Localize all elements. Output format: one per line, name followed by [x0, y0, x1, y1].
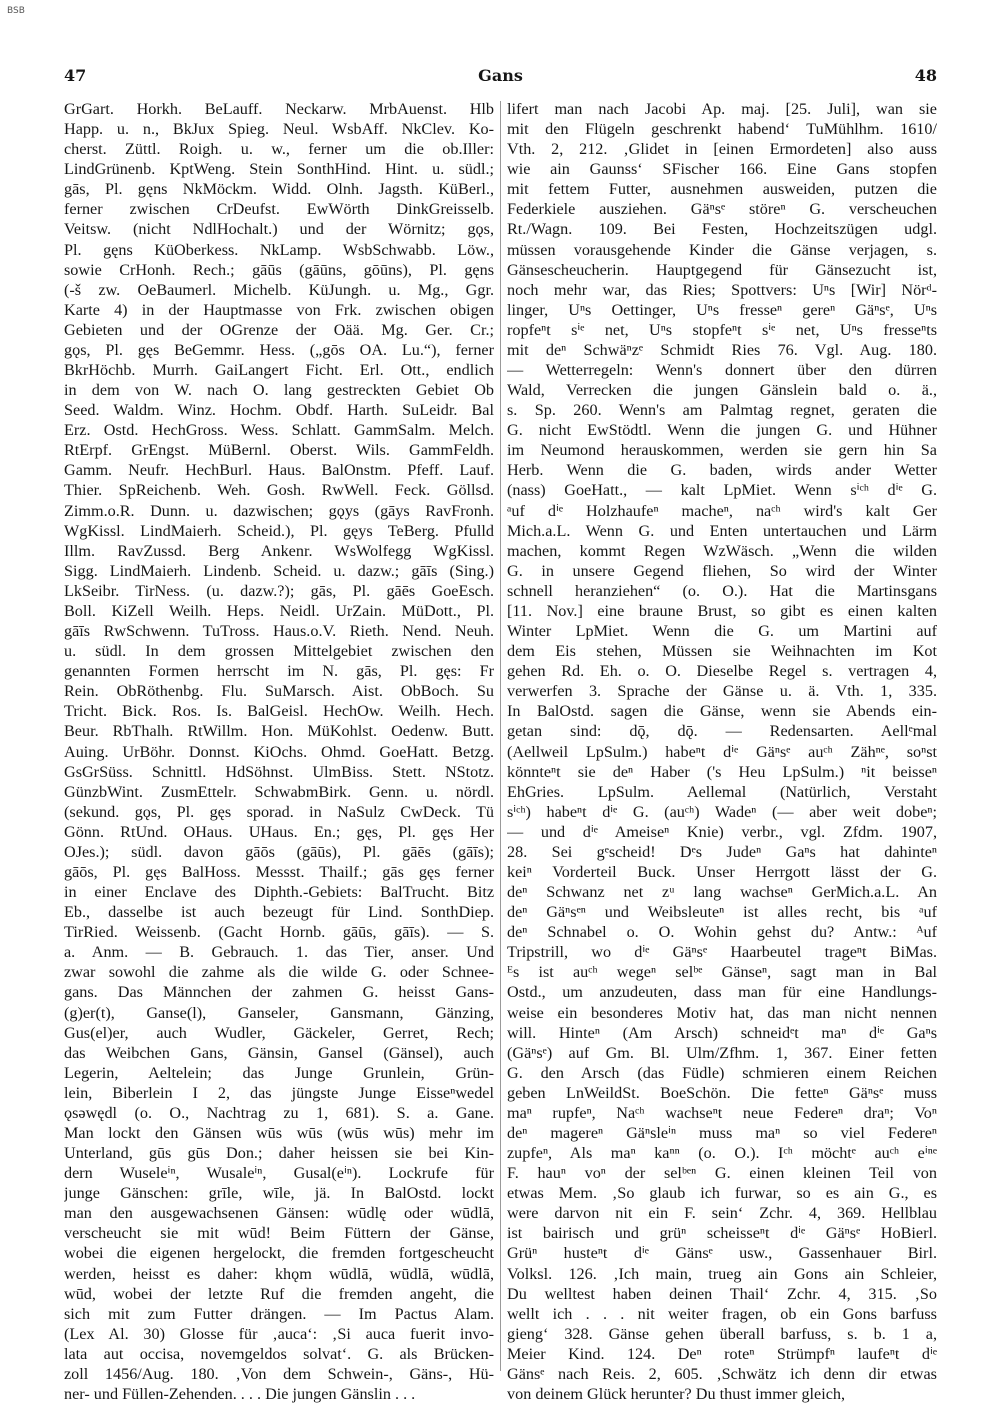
text-line: ropfeⁿt sⁱᵉ net, Uⁿs stopfeⁿt sⁱᵉ net, Uⁿs fresseⁿts [507, 320, 937, 339]
text-line: junge Gänschen: grīle, wīle, jä. In BalOstd. lockt [64, 1184, 494, 1203]
text-line: weise ein besonderes Motiv hat, das man nicht nennen [507, 1003, 937, 1022]
text-line: GünzbWint. ZusmEttelr. SchwabmBirk. Genn. u. nördl. [64, 782, 494, 801]
text-line: zupfeⁿ, Als maⁿ kaⁿⁿ (o. O.). Iᶜʰ möchtᵉ auᶜʰ eⁱⁿᵉ [507, 1144, 937, 1163]
text-line: u. südl. In dem grossen Mittelgebiet zwischen den [64, 642, 494, 661]
text-line: maⁿ rupfeⁿ, Naᶜʰ wachseⁿt neue Federeⁿ draⁿ; Voⁿ [507, 1103, 937, 1122]
text-line: Man lockt den Gänsen wūs wūs (wūs wūs) mehr im [64, 1123, 494, 1142]
text-line: GrGart. Horkh. BeLauff. Neckarw. MrbAuenst. Hlb [64, 100, 494, 118]
column-divider [500, 101, 501, 1371]
text-line: könnteⁿt sie deⁿ Haber ('s Heu LpSulm.) ⁿit beisseⁿ [507, 762, 937, 781]
text-line: gǫs, Pl. gęs BeGemmr. Hess. („gōs OA. Lu.“), ferner [64, 340, 494, 359]
text-line: mit fettem Futter, ausnehmen ausweiden, putzen die [507, 180, 937, 199]
text-line: geben LnWeildSt. BoeSchön. Die fetteⁿ Gäⁿsᵉ muss [507, 1083, 937, 1102]
text-line: wellt ich . . . nit weiter fragen, ob ein Gons barfuss [507, 1304, 937, 1323]
text-line: deⁿ Gäⁿsᵉⁿ und Weibsleuteⁿ ist alles recht, bis ᵃuf [507, 903, 937, 922]
text-line: GsGrSüss. Schnittl. HdSöhnst. UlmBiss. Stett. NStotz. [64, 762, 494, 781]
text-line: Du welltest haben deinen Thail‘ Zchr. 4, 315. ‚So [507, 1284, 937, 1303]
text-line: (-š zw. OeBaumerl. Michelb. KüJungh. u. Mg., Ggr. [64, 280, 494, 299]
text-line: G. den Arsch (das Füdle) schmieren einem Reichen [507, 1063, 937, 1082]
text-line: G. in unsere Gegend fliehen, So wird der Winter [507, 561, 937, 580]
text-line: zoll 1456/Aug. 180. ‚Von dem Schwein-, Gäns-, Hü- [64, 1364, 494, 1383]
text-line: deⁿ Schwanz net zᵘ lang wachseⁿ GerMich.a.L. An [507, 883, 937, 902]
text-line: Illm. RavZussd. Berg Ankenr. WsWolfegg WgKissl. [64, 541, 494, 560]
text-line: Herb. Wenn die G. baden, wirds ander Wetter [507, 461, 937, 480]
text-line: ferner zwischen CrDeufst. EwWörth DinkGreisselb. [64, 200, 494, 219]
page-number-left: 47 [64, 66, 87, 85]
text-line: wie ain Gaunss‘ SFischer 166. Eine Gans stopfen [507, 160, 937, 179]
text-line: (Gäⁿsᵉ) auf Gm. Bl. Ulm/Zfhm. 1, 367. Einer fetten [507, 1043, 937, 1062]
text-line: Boll. KiZell Weilh. Heps. Neidl. UrZain. MüDott., Pl. [64, 601, 494, 620]
text-line: gieng‘ 328. Gänse gehen überall barfuss, s. b. 1 a, [507, 1324, 937, 1343]
text-line: Tripstrill, wo dⁱᵉ Gäⁿsᵉ Haarbeutel trageⁿt BiMas. [507, 943, 937, 962]
text-line: in dem von W. nach O. lang gestreckten Gebiet Ob [64, 381, 494, 400]
text-line: Thier. SpReichenb. Weh. Gosh. RwWell. Feck. Göllsd. [64, 481, 494, 500]
text-line: (g)er(t), Ganse(l), Ganseler, Gansmann, Gänzing, [64, 1003, 494, 1022]
text-line: noch mehr war, das Ries; Spottvers: Uⁿs [Wir] Nörᵈ- [507, 280, 937, 299]
text-line: schnell heranziehen“ (o. O.). Hat die Martinsgans [507, 581, 937, 600]
text-line: Rein. ObRöthenbg. Flu. SuMarsch. Aist. ObBoch. Su [64, 682, 494, 701]
text-line: wūd, wobei der letzte Ruf die fremden angeht, die [64, 1284, 494, 1303]
text-line: Gönn. RtUnd. OHaus. UHaus. En.; gęs, Pl. gęs Her [64, 822, 494, 841]
text-line: Volksl. 126. ‚Ich main, trueg ain Gons ain Schleier, [507, 1264, 937, 1283]
text-line: (Lex Al. 30) Glosse für ‚auca‘: ‚Si auca fuerit invo- [64, 1324, 494, 1343]
library-watermark: BSB [7, 6, 25, 16]
text-line: cherst. Züttl. Roigh. u. w., ferner um die ob.Iller: [64, 140, 494, 159]
text-line: Meier Kind. 124. Deⁿ roteⁿ Strümpfⁿ laufeⁿt dⁱᵉ [507, 1344, 937, 1363]
text-line: mit deⁿ Schwäⁿzᵉ Schmidt Ries 76. Vgl. Aug. 180. [507, 340, 937, 359]
text-line: Happ. u. n., BkJux Spieg. Neul. WsbAff. NkClev. Ko- [64, 120, 494, 139]
text-line: Gus(el)er, auch Wudler, Gäckeler, Gerret, Rech; [64, 1023, 494, 1042]
text-line: BkrHöchb. Murrh. GaiLangert Ficht. Erl. Ott., endlich [64, 361, 494, 380]
text-line: ist bairisch und grüⁿ scheisseⁿt dⁱᵉ Gäⁿsᵉ HoBierl. [507, 1224, 937, 1243]
right-text-column [507, 99, 937, 1404]
text-line: Winter LpMiet. Wenn die G. um Martini auf [507, 622, 937, 641]
text-line: zwar sowohl die zahme als die wilde G. oder Schnee- [64, 963, 494, 982]
text-line: Karte 4) in der Hauptmasse von Frk. zwischen obigen [64, 300, 494, 319]
text-line: Legerin, Aeltelein; das Junge Grunlein, Grün- [64, 1063, 494, 1082]
text-line: (sekund. gǫs, Pl. gęs sporad. in NaSulz CwDeck. Tü [64, 802, 494, 821]
text-line: LkSeibr. TirNess. (u. dazw.?); gās, Pl. gāēs GoeEsch. [64, 581, 494, 600]
text-line: Rt./Wagn. 109. Bei Festen, Hochzeitszügen udgl. [507, 220, 937, 239]
text-line: gans. Das Männchen der zahmen G. heisst Gans- [64, 983, 494, 1002]
text-line: verwerfen 3. Sprache der Gänse u. ä. Vth. 1, 335. [507, 682, 937, 701]
text-line: s. Sp. 260. Wenn's am Palmtag regnet, geraten die [507, 401, 937, 420]
text-line: verscheucht sie mit wūd! Beim Füttern der Gänse, [64, 1224, 494, 1243]
text-line: Gänsescheucherin. Hauptgegend für Gänsezucht ist, [507, 260, 937, 279]
text-line: — Wetterregeln: Wenn's donnert über den dürren [507, 361, 937, 380]
text-line: Gamm. Neufr. HechBurl. Haus. BalOnstm. Pfeff. Lauf. [64, 461, 494, 480]
text-line: in einer Enclave des Diphth.-Gebiets: BalTrucht. Bitz [64, 883, 494, 902]
text-line: müssen vorausgehende Kinder die Gänse verjagen, s. [507, 240, 937, 259]
text-line: das Weibchen Gans, Gänsin, Gansel (Gänsel), auch [64, 1043, 494, 1062]
page-number-right: 48 [914, 66, 937, 85]
text-line: lata aut occisa, novemgeldos solvat‘. G. als Brücken- [64, 1344, 494, 1363]
text-line: Erz. Ostd. HechGross. Wess. Schlatt. GammSalm. Melch. [64, 421, 494, 440]
text-line: werden, heisst es daher: khǫm wūdlā, wūdlā, wūdlā, [64, 1264, 494, 1283]
text-line: dern Wuseleⁱⁿ, Wusaleⁱⁿ, Gusal(eⁱⁿ). Lockrufe für [64, 1164, 494, 1183]
text-line: (nass) GoeHatt., — kalt LpMiet. Wenn sⁱᶜʰ dⁱᵉ G. [507, 481, 937, 500]
text-line: G. nicht EwStödtl. Wenn die jungen G. und Hühner [507, 421, 937, 440]
text-line: Wald, Verrecken die jungen Gänslein bald o. ä., [507, 381, 937, 400]
text-line: ǫsəwędl (o. O., Nachtrag zu 1, 681). S. a. Gane. [64, 1103, 494, 1122]
text-line: a. Anm. — B. Gebrauch. 1. das Tier, anser. Und [64, 943, 494, 962]
text-line: Gebieten und der OGrenze der Oää. Mg. Ger. Cr.; [64, 320, 494, 339]
text-line: man den ausgewachsenen Gänsen: wūdlę oder wūdlā, [64, 1204, 494, 1223]
text-line: Unterland, gūs gūs Don.; daher heissen sie bei Kin- [64, 1144, 494, 1163]
left-text-column [64, 99, 494, 1404]
text-line: gāōs, Pl. gęs BalHoss. Messst. Thailf.; gās gęs ferner [64, 862, 494, 881]
text-line: Pl. gęns KüOberkess. NkLamp. WsbSchwabb. Löw., [64, 240, 494, 259]
text-line: sⁱᶜʰ) habeⁿt dⁱᵉ G. (auᶜʰ) Wadeⁿ (— aber weit dobeⁿ; [507, 802, 937, 821]
text-line: — und dⁱᵉ Ameiseⁿ Knie) verbr., vgl. Zfdm. 1907, [507, 822, 937, 841]
text-line: F. hauⁿ voⁿ der selᵇᵉⁿ G. einen kleinen Teil von [507, 1164, 937, 1183]
text-line: ner- und Füllen-Zehenden. . . . Die jungen Gänslin . . . [64, 1385, 416, 1403]
text-line: Ostd., um anzudeuten, dass man für eine Handlungs- [507, 983, 937, 1002]
text-line: OJes.); südl. davon gāōs (gāūs), Pl. gāēs (gāīs); [64, 842, 494, 861]
text-line: (Aellweil LpSulm.) habeⁿt dⁱᵉ Gäⁿsᵉ auᶜʰ Zähⁿᵉ, soⁿst [507, 742, 937, 761]
text-line: EhGries. LpSulm. Aellemal (Natürlich, Verstaht [507, 782, 937, 801]
text-line: von deinem Glück herunter? Du thust immer gleich, [507, 1385, 846, 1403]
text-line: Grüⁿ husteⁿt dⁱᵉ Gänsᵉ usw., Gassenhauer Birl. [507, 1244, 937, 1263]
text-line: sowie CrHonh. Rech.; gāūs (gāūns, gōūns), Pl. gęns [64, 260, 494, 279]
text-line: WgKissl. LindMaierh. Scheid.), Pl. gęys TeBerg. Pfulld [64, 521, 494, 540]
text-line: deⁿ Schnabel o. O. Wohin gehst du? Antw.: ᴬuf [507, 923, 937, 942]
text-line: Beur. RbThalh. RtWillm. Hon. MüKohlst. Oedenw. Butt. [64, 722, 494, 741]
text-line: wobei die eigenen hergelockt, die fremden fortgescheucht [64, 1244, 494, 1263]
page-header [64, 66, 937, 88]
text-line: Sigg. LindMaierh. Lindenb. Scheid. u. dazw.; gāīs (Sing.) [64, 561, 494, 580]
text-line: gāīs RwSchwenn. TuTross. Haus.o.V. Rieth. Nend. Neuh. [64, 622, 494, 641]
text-line: were darvon nit ein F. sein‘ Zchr. 4, 369. Hellblau [507, 1204, 937, 1223]
text-line: ᵃuf dⁱᵉ Holzhaufeⁿ macheⁿ, naᶜʰ wird's kalt Ger [507, 501, 937, 520]
running-head-title: Gans [478, 66, 523, 85]
text-line: Federkiele ausziehen. Gäⁿsᵉ störeⁿ G. verscheuchen [507, 200, 937, 219]
text-line: ᴱs ist auᶜʰ wegeⁿ selᵇᵉ Gänseⁿ, sagt man in Bal [507, 963, 937, 982]
text-line: deⁿ magereⁿ Gäⁿsleⁱⁿ muss maⁿ so viel Federeⁿ [507, 1123, 937, 1142]
text-line: Auing. UrBöhr. Donnst. KiOchs. Ohmd. GoeHatt. Betzg. [64, 742, 494, 761]
text-line: lifert man nach Jacobi Ap. maj. [25. Juli], wan sie [507, 100, 937, 118]
text-line: linger, Uⁿs Oettinger, Uⁿs fresseⁿ gereⁿ Gäⁿsᵉ, Uⁿs [507, 300, 937, 319]
text-line: keiⁿ Vorderteil Buck. Unser Herrgott lässt der G. [507, 862, 937, 881]
text-line: dem Eis stehen, Müssen sie Weihnachten im Kot [507, 642, 937, 661]
text-line: 28. Sei gᵉscheid! Dᵉs Judeⁿ Gaⁿs hat dahinteⁿ [507, 842, 937, 861]
text-line: Zimm.o.R. Dunn. u. dazwischen; gǫys (gāys RavFronh. [64, 501, 494, 520]
text-line: Seed. Waldm. Winz. Hochm. Obdf. Harth. SuLeidr. Bal [64, 401, 494, 420]
text-line: etwas Mem. ‚So glaub ich furwar, so es ain G., es [507, 1184, 937, 1203]
text-line: In BalOstd. sagen die Gänse, wenn sie Abends ein- [507, 702, 937, 721]
text-line: gehen Rd. Eh. o. O. Dieselbe Regel s. vertragen 4, [507, 662, 937, 681]
text-line: [11. Nov.] eine braune Brust, so gibt es einen kalten [507, 601, 937, 620]
text-line: Veitsw. (nicht NdlHochalt.) und der Wörnitz; gǫs, [64, 220, 494, 239]
text-line: will. Hinteⁿ (Am Arsch) schneidᵉt maⁿ dⁱᵉ Gaⁿs [507, 1023, 937, 1042]
text-line: Vth. 2, 212. ‚Glidet in [einen Ermordeten] also auss [507, 140, 937, 159]
text-line: TirRied. Weissenb. (Gacht Hornb. gāūs, gāīs). — S. [64, 923, 494, 942]
text-line: sich mit zum Futter drängen. — Im Pactus Alam. [64, 1304, 494, 1323]
text-line: lein, Biberlein I 2, das jüngste Junge Eisseⁿwedel [64, 1083, 494, 1102]
text-line: Eb., dasselbe ist auch bezeugt für Lind. SonthDiep. [64, 903, 494, 922]
text-line: LindGrünenb. KptWeng. Stein SonthHind. Hint. u. südl.; [64, 160, 494, 179]
text-line: im Neumond herauskommen, werden sie gern hin Sa [507, 441, 937, 460]
text-line: Tricht. Bick. Ros. Is. BalGeisl. HechOw. Weilh. Hech. [64, 702, 494, 721]
text-line: machen, kommt Regen WzWäsch. „Wenn die wilden [507, 541, 937, 560]
text-line: mit den Flügeln geschrenkt habend‘ TuMühlhm. 1610/ [507, 120, 937, 139]
text-line: RtErpf. GrEngst. MüBernl. Oberst. Wils. GammFeldh. [64, 441, 494, 460]
text-line: Gänsᵉ nach Reis. 2, 605. ‚Schwätz ich denn dir etwas [507, 1364, 937, 1383]
text-line: Mich.a.L. Wenn G. und Enten untertauchen und Lärm [507, 521, 937, 540]
text-line: gās, Pl. gęns NkMöckm. Widd. Olnh. Jagsth. KüBerl., [64, 180, 494, 199]
text-line: getan sind: dǭ, dǭ. — Redensarten. Aellᵉmal [507, 722, 937, 741]
text-line: genannten Formen herrscht im N. gās, Pl. gęs: Fr [64, 662, 494, 681]
